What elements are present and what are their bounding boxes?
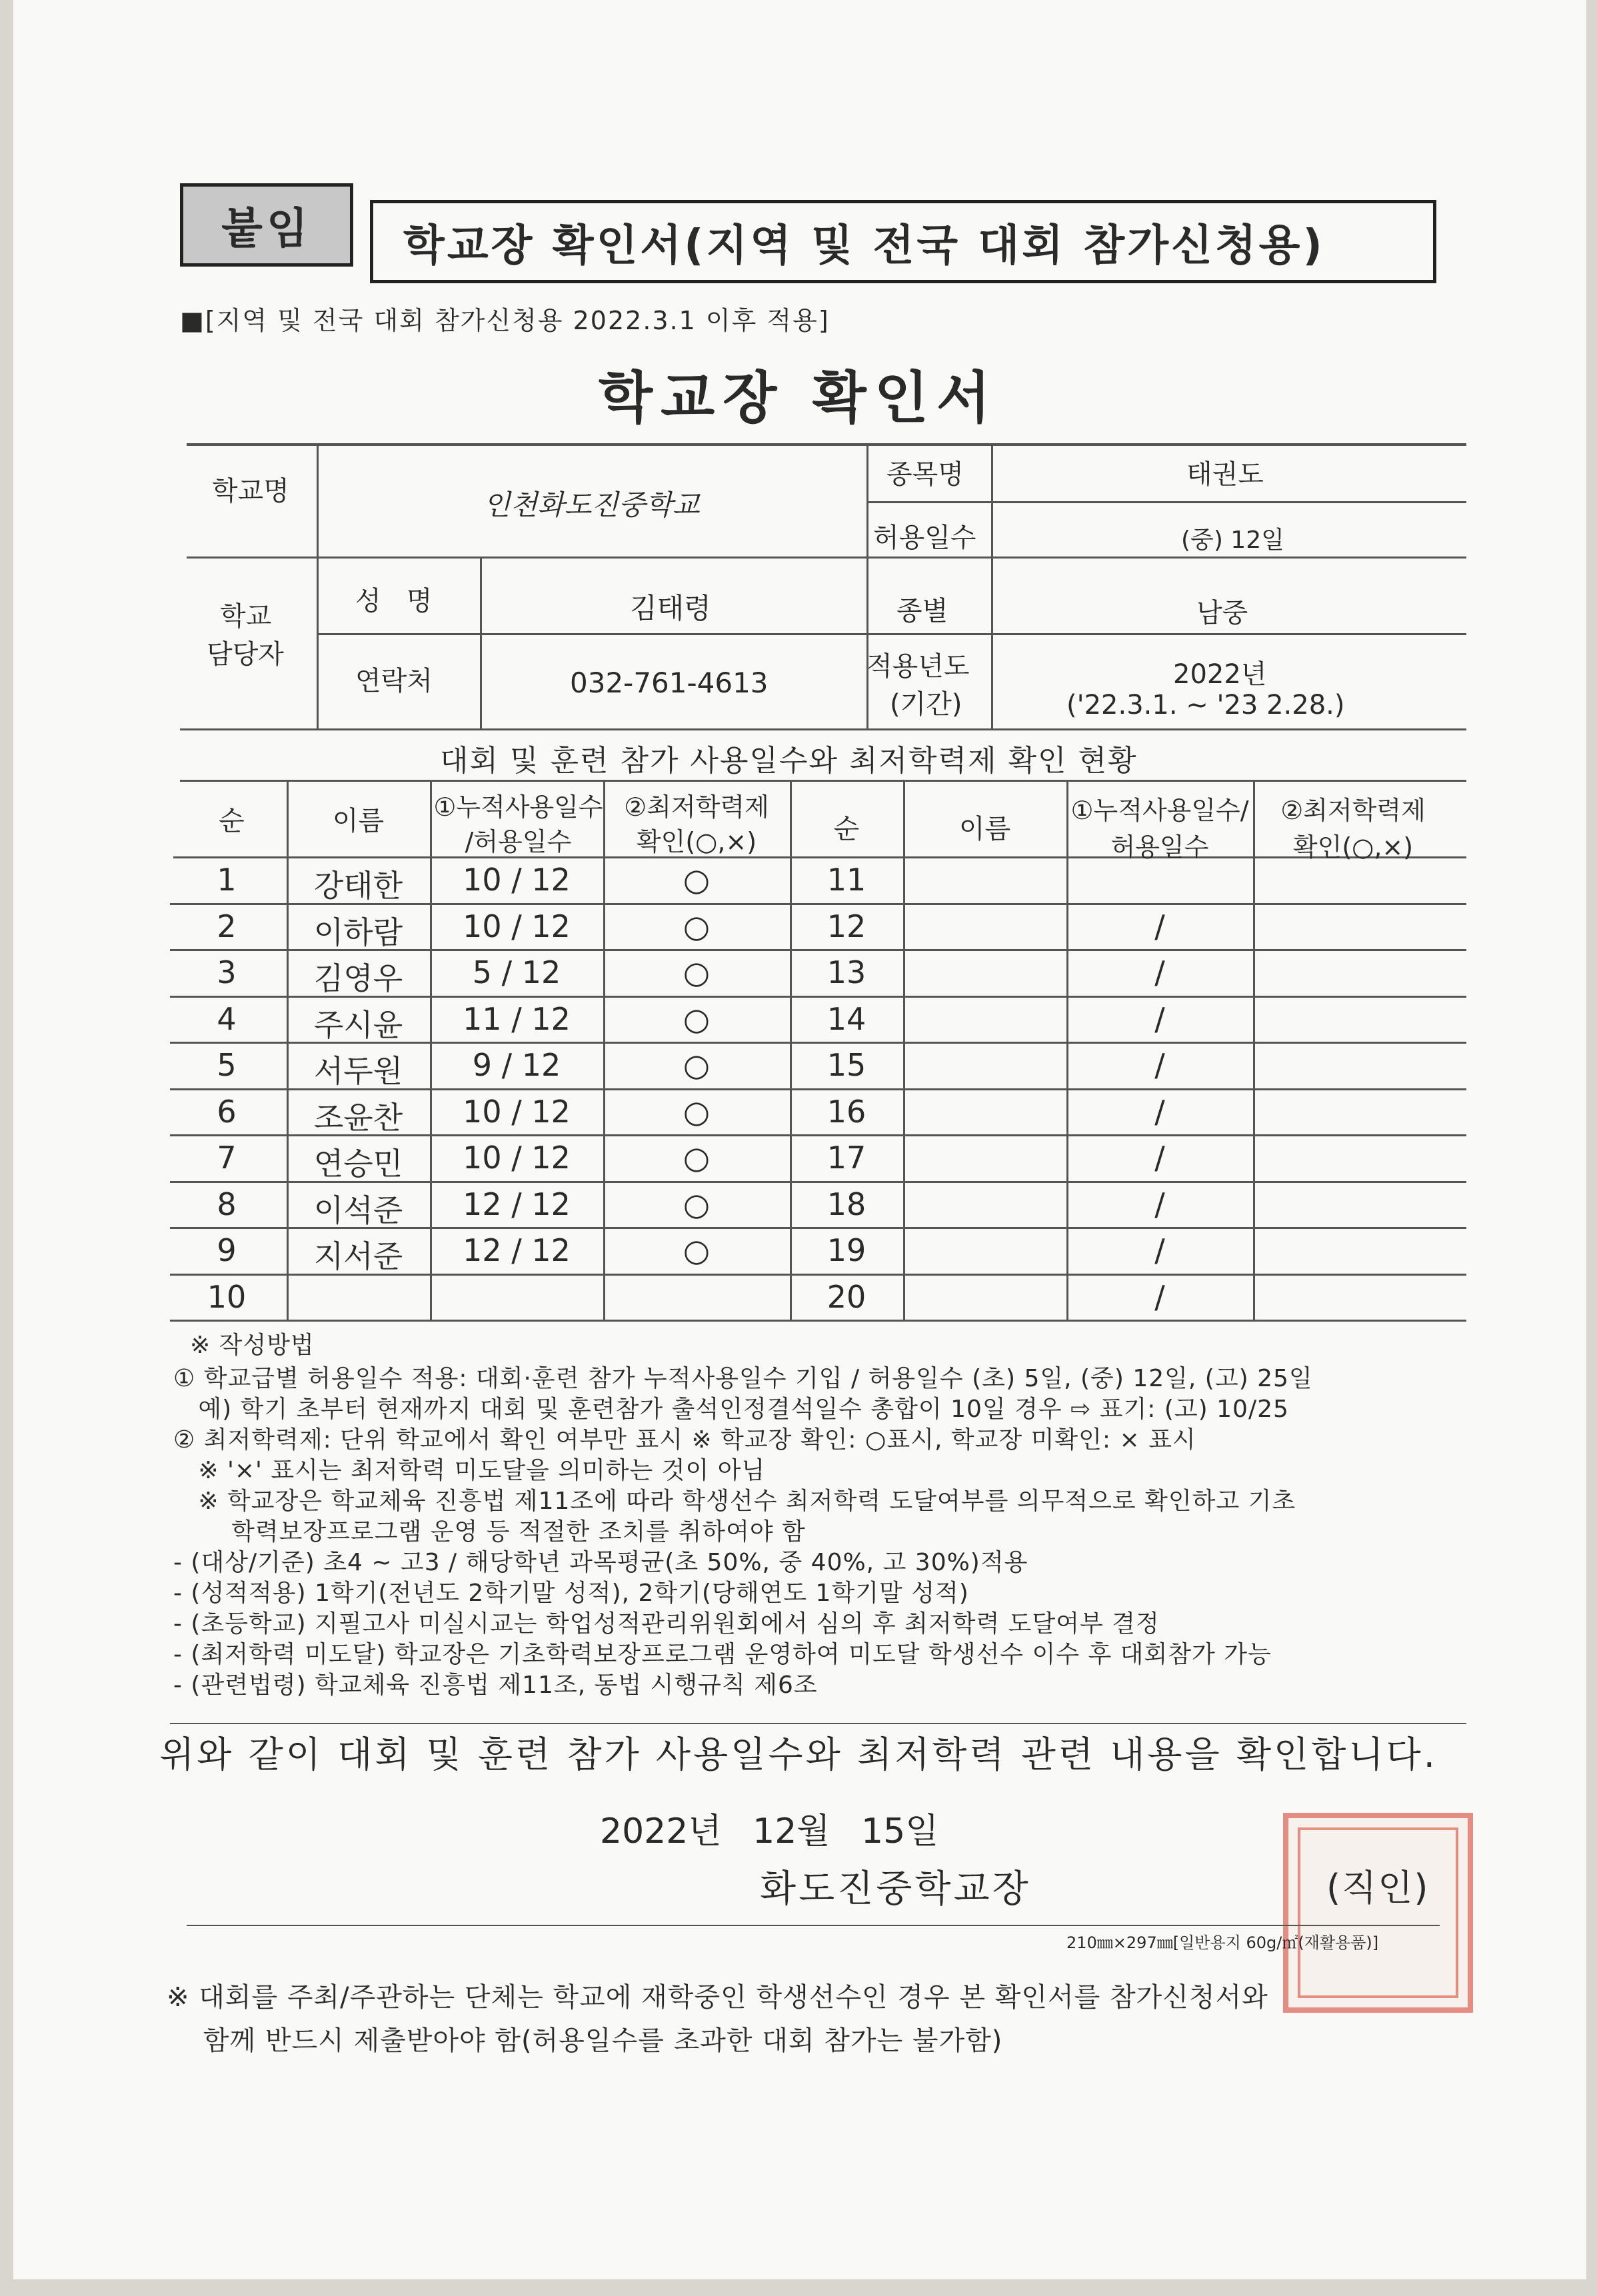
- used-allowed-days: 11 / 12: [463, 1000, 571, 1037]
- info-table-line: [187, 557, 1466, 559]
- method-note-line: - (관련법령) 학교체육 진흥법 제11조, 동법 시행규칙 제6조: [173, 1672, 818, 1699]
- row-number: 4: [217, 1000, 237, 1037]
- col-header-no: 순: [219, 806, 245, 836]
- used-allowed-days: 10 / 12: [463, 1140, 571, 1176]
- method-note-line: - (성적적용) 1학기(전년도 2학기말 성적), 2학기(당해연도 1학기말 성적): [173, 1580, 969, 1607]
- min-academic-check: ○: [683, 1232, 711, 1268]
- col-header-days: ①누적사용일수: [433, 792, 603, 822]
- attachment-tag: [180, 183, 353, 267]
- col-header-days-sub: /허용일수: [465, 827, 572, 856]
- info-table-top-rule: [187, 443, 1466, 446]
- used-allowed-days: 10 / 12: [463, 1093, 571, 1130]
- row-number-right: 20: [826, 1278, 866, 1315]
- row-number-right: 13: [826, 954, 866, 990]
- used-allowed-days: 9 / 12: [472, 1047, 561, 1083]
- footer-note-line: ※ 대회를 주최/주관하는 단체는 학교에 재학중인 학생선수인 경우 본 확인서를 참가신청서와: [167, 1982, 1268, 2013]
- issue-date: [600, 1803, 938, 1853]
- row-number-right: 18: [826, 1186, 866, 1222]
- confirmation-statement: 위와 같이 대회 및 훈련 참가 사용일수와 최저학력 관련 내용을 확인합니다.: [159, 1733, 1438, 1775]
- category-label: 종별: [896, 596, 948, 626]
- used-allowed-days-right: /: [1154, 1232, 1165, 1268]
- method-note-line: 학력보장프로그램 운영 등 적절한 조치를 취하여야 함: [173, 1518, 806, 1546]
- used-allowed-days-right: /: [1154, 954, 1165, 990]
- info-table-vline: [480, 557, 482, 728]
- col-header-check-sub: 확인(○,×): [636, 827, 757, 856]
- min-academic-check: ○: [683, 1140, 711, 1176]
- phone-value: 032-761-4613: [570, 666, 769, 699]
- col-header-check: ②최저학력제: [624, 792, 769, 822]
- category-value: 남중: [1196, 598, 1248, 628]
- row-number: 5: [217, 1047, 237, 1083]
- event-name-label: 종목명: [886, 459, 964, 490]
- row-number-right: 16: [826, 1093, 866, 1130]
- row-number-right: 19: [826, 1232, 866, 1268]
- allowed-days-value: (중) 12일: [1181, 527, 1284, 554]
- used-allowed-days: 10 / 12: [463, 908, 571, 944]
- info-table-vline: [866, 443, 868, 728]
- seal-label: (직인): [1326, 1867, 1430, 1909]
- method-note-line: ※ 학교장은 학교체육 진흥법 제11조에 따라 학생선수 최저학력 도달여부를 의무적으로 확인하고 기초: [173, 1488, 1296, 1515]
- used-allowed-days: 5 / 12: [472, 954, 561, 990]
- footer-note-line: 함께 반드시 제출받아야 함(허용일수를 초과한 대회 참가는 불가함): [167, 2025, 1003, 2056]
- phone-label: 연락처: [355, 666, 433, 696]
- status-col-rule: [903, 780, 905, 1320]
- info-table-line: [317, 633, 1466, 635]
- row-number: 7: [217, 1140, 237, 1176]
- issue-date-day: 15일: [861, 1811, 939, 1851]
- row-number: 6: [217, 1093, 237, 1130]
- attachment-tag-label: 붙임: [221, 204, 312, 254]
- status-table-title: 대회 및 훈련 참가 사용일수와 최저학력제 확인 현황: [440, 744, 1138, 778]
- col-header-check-right-sub: 확인(○,×): [1292, 832, 1414, 862]
- status-table-top-rule: [180, 780, 1466, 782]
- allowed-days-label: 허용일수: [873, 523, 976, 553]
- header-title-box: [370, 200, 1436, 283]
- contact-name-value: 김태령: [630, 592, 711, 624]
- used-allowed-days-right: /: [1154, 1140, 1165, 1176]
- student-name: 이하람: [313, 914, 403, 950]
- event-name-value: 태권도: [1186, 459, 1264, 490]
- paper-size-note: 210㎜×297㎜[일반용지 60g/㎡(재활용품)]: [1066, 1933, 1379, 1952]
- used-allowed-days-right: /: [1154, 1000, 1165, 1037]
- year-label: 적용년도: [866, 651, 970, 682]
- used-allowed-days-right: /: [1154, 1186, 1165, 1222]
- school-name-value: 인천화도진중학교: [483, 489, 700, 521]
- row-number: 8: [217, 1186, 237, 1222]
- school-name-label: 학교명: [212, 476, 289, 507]
- method-note-line: - (초등학교) 지필고사 미실시교는 학업성적관리위원회에서 심의 후 최저학력 도달여부 결정: [173, 1610, 1160, 1638]
- contact-person-label: 학교: [220, 601, 272, 632]
- issue-date-year: 2022년: [600, 1811, 722, 1851]
- signer-title: 화도진중학교장: [760, 1867, 1031, 1911]
- used-allowed-days: 12 / 12: [463, 1186, 571, 1222]
- used-allowed-days: 12 / 12: [463, 1232, 571, 1268]
- col-header-days-right-sub: 허용일수: [1110, 832, 1209, 862]
- row-number: 3: [217, 954, 237, 990]
- year-label-period: (기간): [890, 689, 962, 720]
- info-table-vline: [991, 443, 993, 728]
- min-academic-check: ○: [683, 1047, 711, 1083]
- signature-rule: [187, 1925, 1440, 1926]
- used-allowed-days-right: /: [1154, 1093, 1165, 1130]
- contact-person-label: 담당자: [207, 639, 284, 670]
- row-number-right: 17: [826, 1140, 866, 1176]
- used-allowed-days-right: /: [1154, 908, 1165, 944]
- used-allowed-days-right: /: [1154, 1047, 1165, 1083]
- student-name: 주시윤: [313, 1006, 403, 1043]
- official-seal-inner-border: [1298, 1827, 1458, 1998]
- student-name: 연승민: [313, 1146, 403, 1182]
- info-table-vline: [317, 443, 319, 728]
- header-title: 학교장 확인서(지역 및 전국 대회 참가신청용): [403, 221, 1325, 271]
- student-name: 이석준: [313, 1192, 403, 1228]
- method-note-line: ② 최저학력제: 단위 학교에서 확인 여부만 표시 ※ 학교장 확인: ○표시, 학교장 미확인: × 표시: [173, 1426, 1196, 1454]
- method-heading: ※ 작성방법: [190, 1332, 315, 1359]
- method-note-line: 예) 학기 초부터 현재까지 대회 및 훈련참가 출석인정결석일수 총합이 10일 경우 ⇨ 표기: (고) 10/25: [173, 1396, 1289, 1423]
- row-number-right: 12: [826, 908, 866, 944]
- info-table-bottom-rule: [180, 728, 1466, 730]
- min-academic-check: ○: [683, 954, 711, 990]
- method-note-line: - (최저학력 미도달) 학교장은 기초학력보장프로그램 운영하여 미도달 학생선수 이수 후 대회참가 가능: [173, 1641, 1272, 1668]
- col-header-name: 이름: [332, 806, 385, 836]
- row-number: 10: [207, 1278, 247, 1315]
- method-note-line: ① 학교급별 허용일수 적용: 대회·훈련 참가 누적사용일수 기입 / 허용일수 (초) 5일, (중) 12일, (고) 25일: [173, 1365, 1313, 1392]
- min-academic-check: ○: [683, 862, 711, 898]
- col-header-name-right: 이름: [958, 814, 1011, 844]
- method-bottom-rule: [170, 1723, 1466, 1724]
- min-academic-check: ○: [683, 1093, 711, 1130]
- col-header-days-right: ①누적사용일수/: [1070, 796, 1249, 825]
- row-number: 9: [217, 1232, 237, 1268]
- col-header-check-right: ②최저학력제: [1280, 796, 1426, 825]
- official-seal-stamp: [1283, 1813, 1473, 2013]
- issue-date-month: 12월: [753, 1811, 830, 1851]
- student-name: 서두원: [313, 1053, 403, 1089]
- min-academic-check: ○: [683, 908, 711, 944]
- row-number: 1: [217, 862, 237, 898]
- student-name: 김영우: [313, 960, 403, 996]
- method-note-line: - (대상/기준) 초4 ~ 고3 / 해당학년 과목평균(초 50%, 중 40%, 고 30%)적용: [173, 1549, 1028, 1576]
- row-number-right: 15: [826, 1047, 866, 1083]
- row-number: 2: [217, 908, 237, 944]
- row-number-right: 11: [826, 862, 866, 898]
- student-name: 지서준: [313, 1238, 403, 1274]
- student-name: 강태한: [313, 868, 403, 904]
- status-row-rule: [170, 1320, 1466, 1322]
- row-number-right: 14: [826, 1000, 866, 1037]
- info-table-line: [866, 501, 1466, 503]
- name-label: 성 명: [355, 586, 433, 616]
- used-allowed-days-right: /: [1154, 1278, 1165, 1315]
- year-period-value: ('22.3.1. ~ '23 2.28.): [1066, 690, 1345, 720]
- min-academic-check: ○: [683, 1186, 711, 1222]
- year-value: 2022년: [1173, 659, 1267, 690]
- form-applicability-note: ■[지역 및 전국 대회 참가신청용 2022.3.1 이후 적용]: [180, 306, 830, 335]
- min-academic-check: ○: [683, 1000, 711, 1037]
- method-note-line: ※ '×' 표시는 최저학력 미도달을 의미하는 것이 아님: [173, 1457, 766, 1484]
- used-allowed-days: 10 / 12: [463, 862, 571, 898]
- col-header-no-right: 순: [833, 814, 860, 844]
- student-name: 조윤찬: [313, 1099, 403, 1136]
- document-title: 학교장 확인서: [598, 365, 999, 431]
